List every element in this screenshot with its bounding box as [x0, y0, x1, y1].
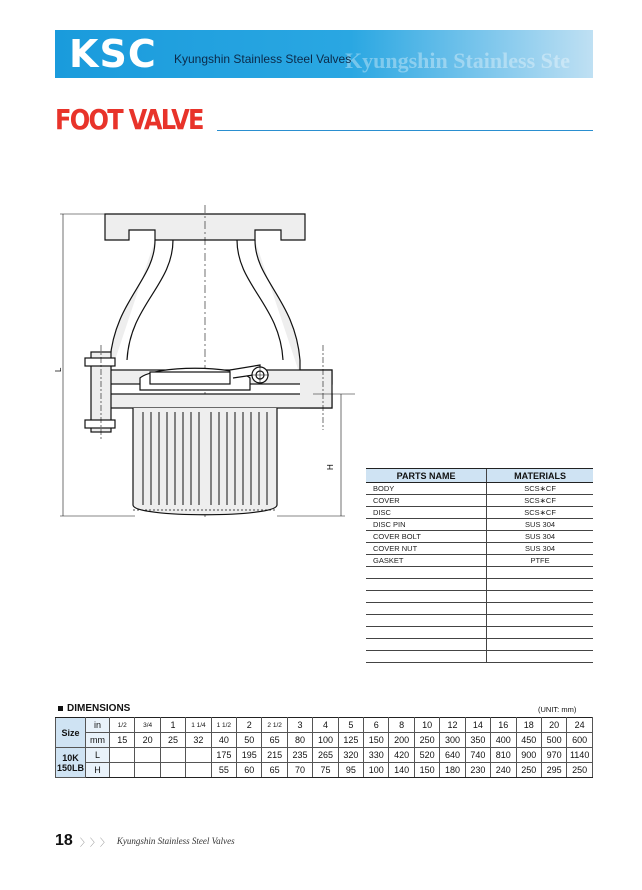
- dim-cell-L: 970: [541, 748, 566, 763]
- dim-cell-in: 2: [237, 718, 262, 733]
- header-banner: [55, 30, 593, 78]
- dim-cell-mm: 400: [491, 733, 516, 748]
- dim-cell-mm: 15: [110, 733, 135, 748]
- dim-cell-H: [160, 763, 185, 778]
- dim-cell-L: 235: [287, 748, 312, 763]
- dim-cell-in: 14: [465, 718, 490, 733]
- parts-table: [366, 468, 593, 663]
- company-name: Kyungshin Stainless Steel Valves: [174, 52, 352, 66]
- dim-cell-in: 12: [440, 718, 465, 733]
- dim-cell-in: 1: [160, 718, 185, 733]
- part-material: [487, 615, 593, 627]
- dim-cell-L: [186, 748, 211, 763]
- part-material: [487, 639, 593, 651]
- parts-row: [366, 579, 593, 591]
- part-name: COVER NUT: [366, 543, 487, 555]
- part-material: [487, 579, 593, 591]
- dim-cell-mm: 50: [237, 733, 262, 748]
- dimension-label-L: L: [54, 367, 63, 372]
- dim-cell-in: 16: [491, 718, 516, 733]
- dims-row-in: [56, 718, 593, 733]
- part-material: SUS 304: [487, 543, 593, 555]
- dim-cell-H: 295: [541, 763, 566, 778]
- parts-header-row: [366, 469, 593, 483]
- dims-row-mm: [56, 733, 593, 748]
- dim-cell-mm: 600: [567, 733, 593, 748]
- part-name: [366, 627, 487, 639]
- part-material: [487, 651, 593, 663]
- page-number: 18: [55, 832, 73, 849]
- dim-cell-H: 60: [237, 763, 262, 778]
- dim-cell-mm: 65: [262, 733, 287, 748]
- dim-cell-in: 2 1/2: [262, 718, 287, 733]
- dim-cell-L: 640: [440, 748, 465, 763]
- part-material: SCS∗CF: [487, 507, 593, 519]
- ksc-logo: KSC: [69, 32, 157, 76]
- dim-cell-L: 520: [414, 748, 439, 763]
- dim-cell-H: 65: [262, 763, 287, 778]
- dim-cell-L: 320: [338, 748, 363, 763]
- dim-cell-H: 95: [338, 763, 363, 778]
- dim-cell-H: [135, 763, 160, 778]
- part-material: [487, 627, 593, 639]
- H-label: H: [86, 763, 110, 778]
- dim-cell-L: 330: [364, 748, 389, 763]
- parts-row: [366, 519, 593, 531]
- dim-cell-L: 195: [237, 748, 262, 763]
- parts-row: [366, 603, 593, 615]
- parts-table-body: [366, 483, 593, 663]
- dim-cell-in: 3/4: [135, 718, 160, 733]
- dim-cell-mm: 32: [186, 733, 211, 748]
- dim-cell-L: 215: [262, 748, 287, 763]
- part-name: COVER BOLT: [366, 531, 487, 543]
- part-name: DISC: [366, 507, 487, 519]
- parts-name-header: PARTS NAME: [366, 469, 487, 483]
- dim-cell-in: 1/2: [110, 718, 135, 733]
- footer-text: Kyungshin Stainless Steel Valves: [116, 836, 235, 846]
- parts-row: [366, 507, 593, 519]
- part-material: [487, 591, 593, 603]
- dims-row-L: [56, 748, 593, 763]
- dim-cell-L: [110, 748, 135, 763]
- parts-row: [366, 555, 593, 567]
- part-name: [366, 567, 487, 579]
- dim-cell-L: 265: [313, 748, 338, 763]
- parts-row: [366, 531, 593, 543]
- dim-cell-mm: 80: [287, 733, 312, 748]
- parts-row: [366, 591, 593, 603]
- parts-row: [366, 567, 593, 579]
- part-material: SCS∗CF: [487, 495, 593, 507]
- title-rule: [217, 130, 593, 131]
- dim-cell-L: 175: [211, 748, 236, 763]
- dim-cell-mm: 25: [160, 733, 185, 748]
- part-material: [487, 567, 593, 579]
- dim-cell-H: 250: [567, 763, 593, 778]
- dim-cell-H: 70: [287, 763, 312, 778]
- dim-cell-H: 240: [491, 763, 516, 778]
- size-header: Size: [56, 718, 86, 748]
- dim-cell-in: 3: [287, 718, 312, 733]
- part-material: [487, 603, 593, 615]
- part-name: BODY: [366, 483, 487, 495]
- dim-cell-in: 1 1/4: [186, 718, 211, 733]
- dim-cell-mm: 40: [211, 733, 236, 748]
- materials-header: MATERIALS: [487, 469, 593, 483]
- dimensions-table: [55, 717, 593, 778]
- dim-cell-H: 250: [516, 763, 541, 778]
- class-header: [56, 748, 86, 778]
- dim-cell-in: 10: [414, 718, 439, 733]
- footer-arrows: 〉〉〉: [79, 837, 110, 849]
- dimensions-heading: [58, 703, 130, 714]
- part-name: [366, 603, 487, 615]
- dim-cell-mm: 20: [135, 733, 160, 748]
- part-material: PTFE: [487, 555, 593, 567]
- dims-row-H: [56, 763, 593, 778]
- dim-cell-mm: 300: [440, 733, 465, 748]
- bullet-square-icon: [58, 706, 63, 711]
- dim-cell-H: 150: [414, 763, 439, 778]
- dim-cell-L: 900: [516, 748, 541, 763]
- L-label: L: [86, 748, 110, 763]
- part-name: DISC PIN: [366, 519, 487, 531]
- part-name: COVER: [366, 495, 487, 507]
- dim-cell-mm: 250: [414, 733, 439, 748]
- parts-row: [366, 639, 593, 651]
- part-name: [366, 651, 487, 663]
- dimensions-heading-text: DIMENSIONS: [67, 703, 131, 714]
- dim-cell-in: 8: [389, 718, 414, 733]
- dim-cell-in: 6: [364, 718, 389, 733]
- part-material: SUS 304: [487, 519, 593, 531]
- page-title: FOOT VALVE: [55, 103, 203, 136]
- dim-cell-L: 740: [465, 748, 490, 763]
- dim-cell-mm: 125: [338, 733, 363, 748]
- footer: [55, 832, 235, 850]
- dim-cell-mm: 150: [364, 733, 389, 748]
- parts-row: [366, 543, 593, 555]
- banner-watermark: Kyungshin Stainless Ste: [345, 48, 570, 73]
- dim-cell-H: [186, 763, 211, 778]
- dim-cell-L: 1140: [567, 748, 593, 763]
- in-label: in: [86, 718, 110, 733]
- part-name: [366, 615, 487, 627]
- part-material: SUS 304: [487, 531, 593, 543]
- part-material: SCS∗CF: [487, 483, 593, 495]
- part-name: GASKET: [366, 555, 487, 567]
- part-name: [366, 591, 487, 603]
- parts-row: [366, 615, 593, 627]
- dim-cell-H: 140: [389, 763, 414, 778]
- dim-cell-in: 18: [516, 718, 541, 733]
- dim-cell-L: [160, 748, 185, 763]
- dim-cell-H: 100: [364, 763, 389, 778]
- dim-cell-in: 24: [567, 718, 593, 733]
- dim-cell-H: [110, 763, 135, 778]
- dim-cell-in: 1 1/2: [211, 718, 236, 733]
- dim-cell-H: 75: [313, 763, 338, 778]
- dim-cell-in: 20: [541, 718, 566, 733]
- part-name: [366, 579, 487, 591]
- dim-cell-L: 810: [491, 748, 516, 763]
- class-label-150lb: 150LB: [56, 762, 84, 773]
- dim-cell-mm: 200: [389, 733, 414, 748]
- dim-cell-H: 230: [465, 763, 490, 778]
- dim-cell-H: 55: [211, 763, 236, 778]
- dim-cell-mm: 450: [516, 733, 541, 748]
- parts-row: [366, 483, 593, 495]
- dim-cell-L: [135, 748, 160, 763]
- foot-valve-drawing: [55, 200, 355, 530]
- part-name: [366, 639, 487, 651]
- dim-cell-H: 180: [440, 763, 465, 778]
- dim-cell-in: 4: [313, 718, 338, 733]
- unit-label: (UNIT: mm): [538, 705, 577, 714]
- parts-row: [366, 627, 593, 639]
- parts-row: [366, 495, 593, 507]
- dim-cell-mm: 500: [541, 733, 566, 748]
- dimension-label-H: H: [326, 464, 335, 470]
- class-label-10k: 10K: [62, 752, 79, 763]
- mm-label: mm: [86, 733, 110, 748]
- dim-cell-mm: 100: [313, 733, 338, 748]
- parts-row: [366, 651, 593, 663]
- dim-cell-mm: 350: [465, 733, 490, 748]
- dim-cell-L: 420: [389, 748, 414, 763]
- dim-cell-in: 5: [338, 718, 363, 733]
